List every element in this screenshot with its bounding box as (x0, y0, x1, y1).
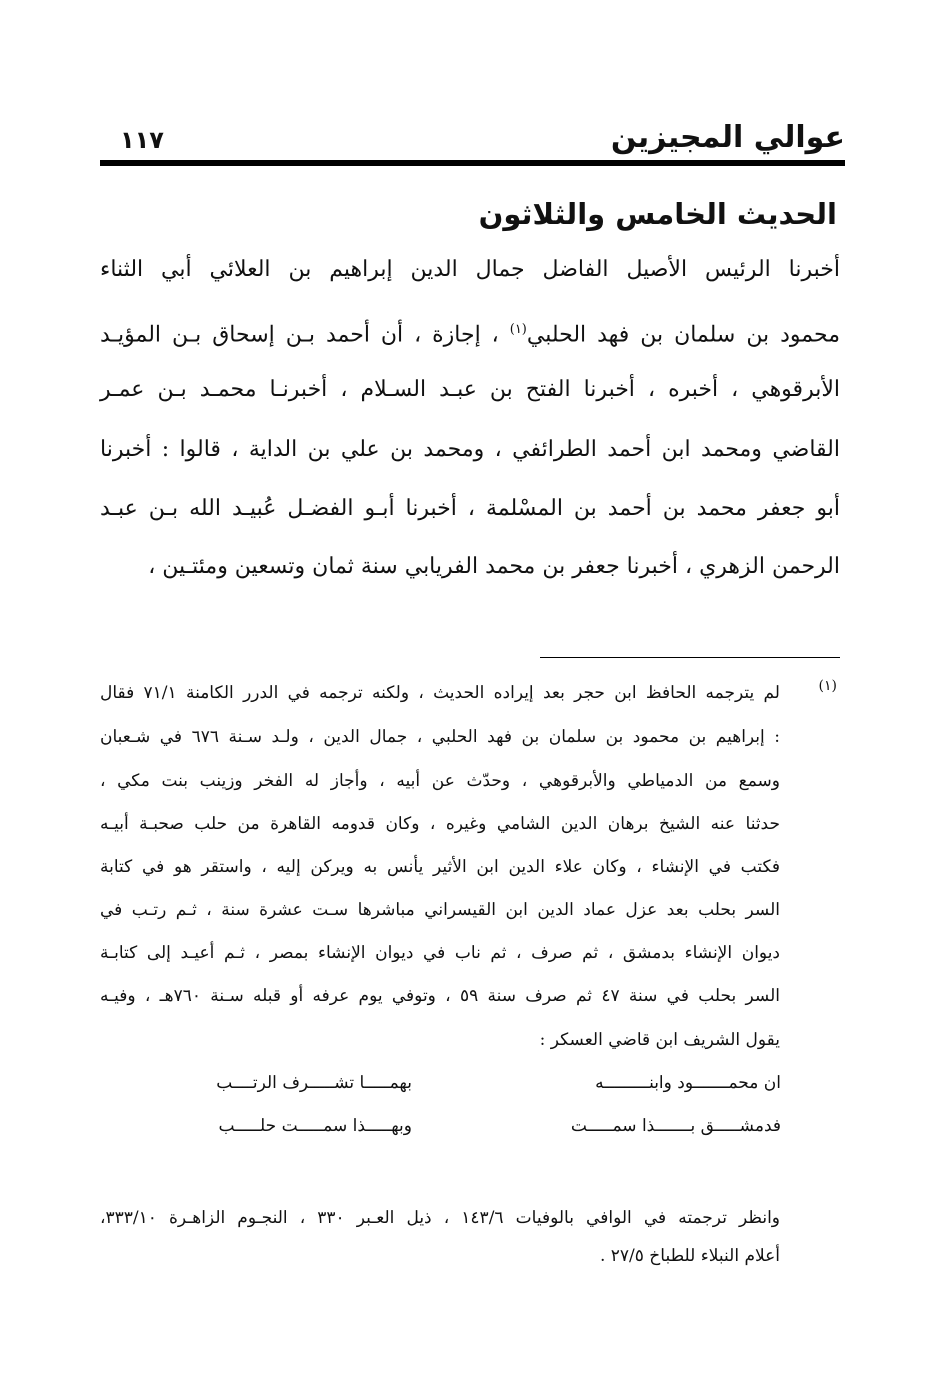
main-text-segment: محمود بن سلمان بن فهد الحلبي (526, 322, 840, 348)
header-rule (100, 160, 845, 166)
verse-second-hemistich: وبهـــــذا سمـــــت حلـــــب (218, 1116, 412, 1136)
footnote-line: يقول الشريف ابن قاضي العسكر : (539, 1030, 780, 1050)
footnote-line: فكتب في الإنشاء ، وكان علاء الدين ابن الأثير يأنس به ويركن إليه ، واستقر هو في كتابة (100, 857, 780, 877)
page-number: ١١٧ (120, 126, 164, 154)
footnote-marker: (١) (818, 678, 837, 694)
footnote-line: ديوان الإنشاء بدمشق ، ثم صرف ، ثم ناب في ديوان الإنشاء بمصر ، ثـم أعيـد إلى كتابـة (100, 943, 780, 963)
footnote-separator (540, 657, 840, 658)
verse-first-hemistich: ان محمـــــــود وابنـــــــــه (595, 1073, 781, 1093)
footnote-line: السر بحلب بعد عزل عماد الدين ابن القيسراني مباشرها سـت عشرة سنة ، ثـم رتـب في (100, 900, 780, 920)
main-text-segment: ، إجازة ، أن أحمد بـن إسحاق بـن المؤيـد (100, 322, 499, 348)
footnote-line: لم يترجمه الحافظ ابن حجر بعد إيراده الحديث ، ولكنه ترجمه في الدرر الكامنة ٧١/١ فقال (100, 683, 780, 703)
book-title: عوالي المجيزين (610, 120, 845, 155)
footnote-line: السر بحلب في سنة ٤٧ ثم صرف سنة ٥٩ ، وتوفي يوم عرفه أو قبله سـنة ٧٦٠هـ ، وفيـه (100, 986, 780, 1006)
main-text-line: الرحمن الزهري ، أخبرنا جعفر بن محمد الفريابي سنة ثمان وتسعين ومئتـين ، (148, 554, 840, 579)
main-text-line: القاضي ومحمد ابن أحمد الطرائفي ، ومحمد بن علي بن الداية ، قالوا : أخبرنا (100, 437, 840, 462)
footnote-line: وسمع من الدمياطي والأبرقوهي ، وحدّث عن أبيه ، وأجاز له الفخر وزينب بنت مكي ، (100, 771, 780, 791)
main-text-line: أخبرنا الرئيس الأصيل الفاضل جمال الدين إبراهيم بن العلائي أبي الثناء (100, 257, 840, 282)
footnote-reference-line: أعلام النبلاء للطباخ ٢٧/٥ . (599, 1246, 780, 1266)
section-title: الحديث الخامس والثلاثون (478, 197, 837, 231)
footnote-reference: (١) (509, 322, 527, 337)
main-text-line: أبو جعفر محمد بن أحمد بن المسْلمة ، أخبرنا أبـو الفضـل عُبيـد الله بـن عبـد (100, 496, 840, 521)
page-header (100, 118, 845, 166)
main-text-line (100, 315, 840, 350)
footnote-line: : إبراهيم بن محمود بن سلمان بن فهد الحلبي ، جمال الدين ، ولـد سـنة ٦٧٦ في شـعبان (100, 727, 781, 747)
verse-first-hemistich: فدمشـــــق بـــــــذا سمـــــت (570, 1116, 781, 1136)
main-text-line: الأبرقوهي ، أخبره ، أخبرنا الفتح بن عبـد السـلام ، أخبرنـا محمـد بـن عمـر (100, 377, 840, 402)
footnote-line: حدثنا عنه الشيخ برهان الدين الشامي وغيره ، وكان قدومه القاهرة من حلب صحبـة أبيـه (100, 814, 780, 834)
footnote-reference-line: وانظر ترجمته في الوافي بالوفيات ١٤٣/٦ ، ذيل العـبر ٣٣٠ ، النجـوم الزاهـرة ٣٣٣/١٠، (100, 1208, 781, 1228)
verse-second-hemistich: بهمـــــا تشـــــرف الرتــــب (216, 1073, 412, 1093)
